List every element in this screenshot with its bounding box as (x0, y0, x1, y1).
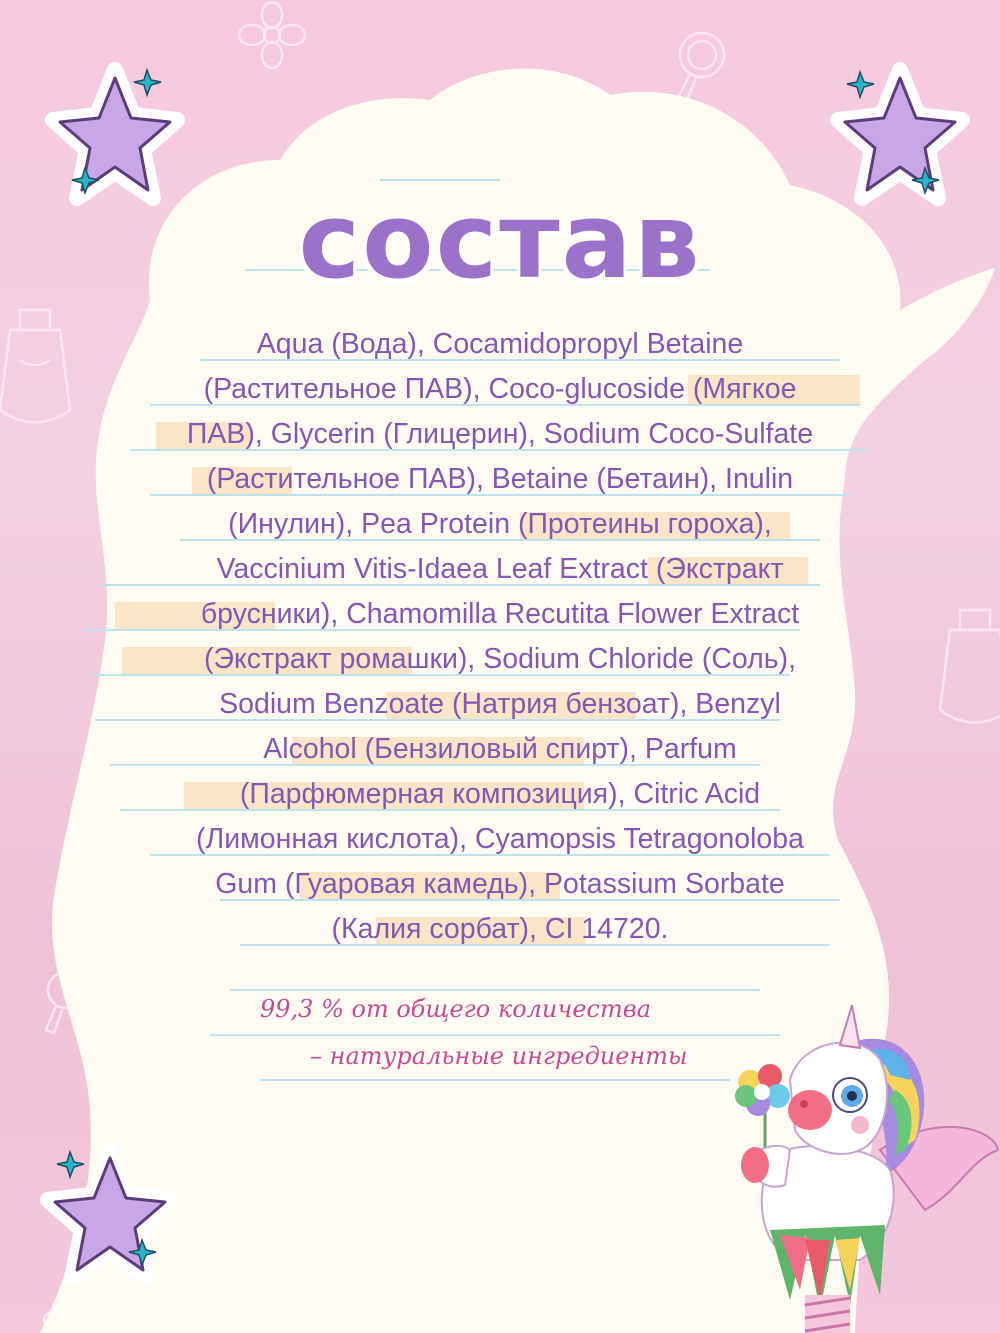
ingredients-line: (Парфюмерная композиция), Citric Acid (239, 778, 761, 810)
ingredients-line: (Калия сорбат), CI 14720. (331, 913, 669, 945)
natural-ingredients-note: – натуральные ингредиенты (310, 1042, 688, 1070)
ingredients-line: (Лимонная кислота), Cyamopsis Tetragonoloba (196, 823, 804, 855)
ingredients-line: Gum (Гуаровая камедь), Potassium Sorbate (215, 868, 785, 900)
ingredients-line: Vaccinium Vitis-Idaea Leaf Extract (Экстракт (216, 553, 784, 585)
ingredients-line: (Растительное ПАВ), Betaine (Бетаин), Inulin (206, 463, 794, 495)
unicorn-illustration (710, 1000, 1000, 1333)
sparkle-icon (134, 70, 161, 95)
ingredients-line: (Растительное ПАВ), Coco-glucoside (Мягкое (203, 373, 797, 405)
ingredients-line: ПАВ), Glycerin (Глицерин), Sodium Coco-Sulfate (186, 418, 814, 450)
star-sticker-icon (40, 1140, 180, 1290)
ingredients-line: (Инулин), Pea Protein (Протеины гороха), (228, 508, 772, 540)
star-sticker-icon (45, 60, 185, 210)
ingredients-line: (Экстракт ромашки), Sodium Chloride (Соль), (203, 643, 797, 675)
ingredients-line: брусники), Chamomilla Recutita Flower Extract (200, 598, 800, 630)
sparkle-icon (847, 72, 874, 97)
ingredients-line: Sodium Benzoate (Натрия бензоат), Benzyl (219, 688, 781, 720)
natural-percentage-note: 99,3 % от общего количества (260, 995, 651, 1023)
star-sticker-icon (830, 60, 970, 210)
page-title: состав (298, 180, 702, 302)
ingredients-line: Aqua (Вода), Cocamidopropyl Betaine (256, 328, 744, 360)
sparkle-icon (57, 1152, 84, 1177)
ingredients-list (100, 322, 900, 952)
ingredients-line: Alcohol (Бензиловый спирт), Parfum (263, 733, 737, 765)
